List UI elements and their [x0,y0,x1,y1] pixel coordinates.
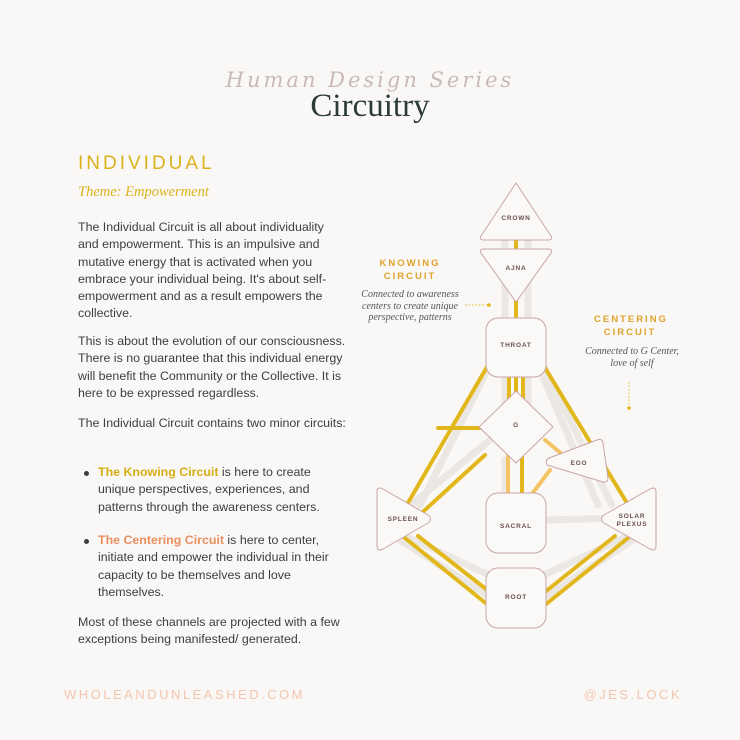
paragraph-intro: The Individual Circuit is all about individuality and empowerment. This is an impulsive and mutative energy that is activated when you embrace your individual being. It's about self-empowerment and as a result empowers the collective. [78,220,327,321]
spleen-label: SPLEEN [387,516,419,523]
centering-circuit-highlight: The Centering Circuit [98,533,224,547]
connector-dot [627,406,631,410]
connector-dot [487,303,491,307]
g-label: G [513,422,519,429]
footer-handle: @JES.LOCK [583,687,682,702]
ajna-label: AJNA [505,265,527,272]
page-title: Circuitry [310,88,430,124]
centering-circuit-text: is here to center, initiate and empower the individual in their capacity to be themselves and love themselves. [98,533,329,599]
crown-center [480,183,551,240]
footer-website: WHOLEANDUNLEASHED.COM [64,687,306,702]
solar-plexus-label: SOLAR PLEXUS [616,513,648,528]
paragraph-minor-circuits: The Individual Circuit contains two minor circuits: [78,416,346,430]
sacral-label: SACRAL [500,523,532,530]
section-theme: Theme: Empowerment [78,184,209,200]
centering-circuit-note: Connected to G Center, love of self [585,346,679,369]
crown-label: CROWN [501,215,531,222]
section-heading: INDIVIDUAL [78,153,215,174]
paragraph-evolution: This is about the evolution of our consciousness. There is no guarantee that this individual energy will benefit the Community or the Collective. It is here to be expressed regardless. [78,334,346,400]
series-subtitle: Human Design Series [225,68,515,92]
knowing-circuit-note: Connected to awareness centers to create unique perspective, patterns [361,289,459,323]
knowing-circuit-text: is here to create unique perspectives, experiences, and patterns through the awareness centers. [98,465,320,514]
ajna-center [480,249,551,302]
paragraph-projected: Most of these channels are projected with a few exceptions being manifested/ generated. [78,615,340,647]
root-label: ROOT [505,594,527,601]
knowing-circuit-label: KNOWING CIRCUIT [379,258,441,282]
ego-label: EGO [570,460,588,467]
centering-circuit-label: CENTERING CIRCUIT [594,314,668,338]
knowing-circuit-highlight: The Knowing Circuit [98,465,219,479]
throat-label: THROAT [500,342,532,349]
